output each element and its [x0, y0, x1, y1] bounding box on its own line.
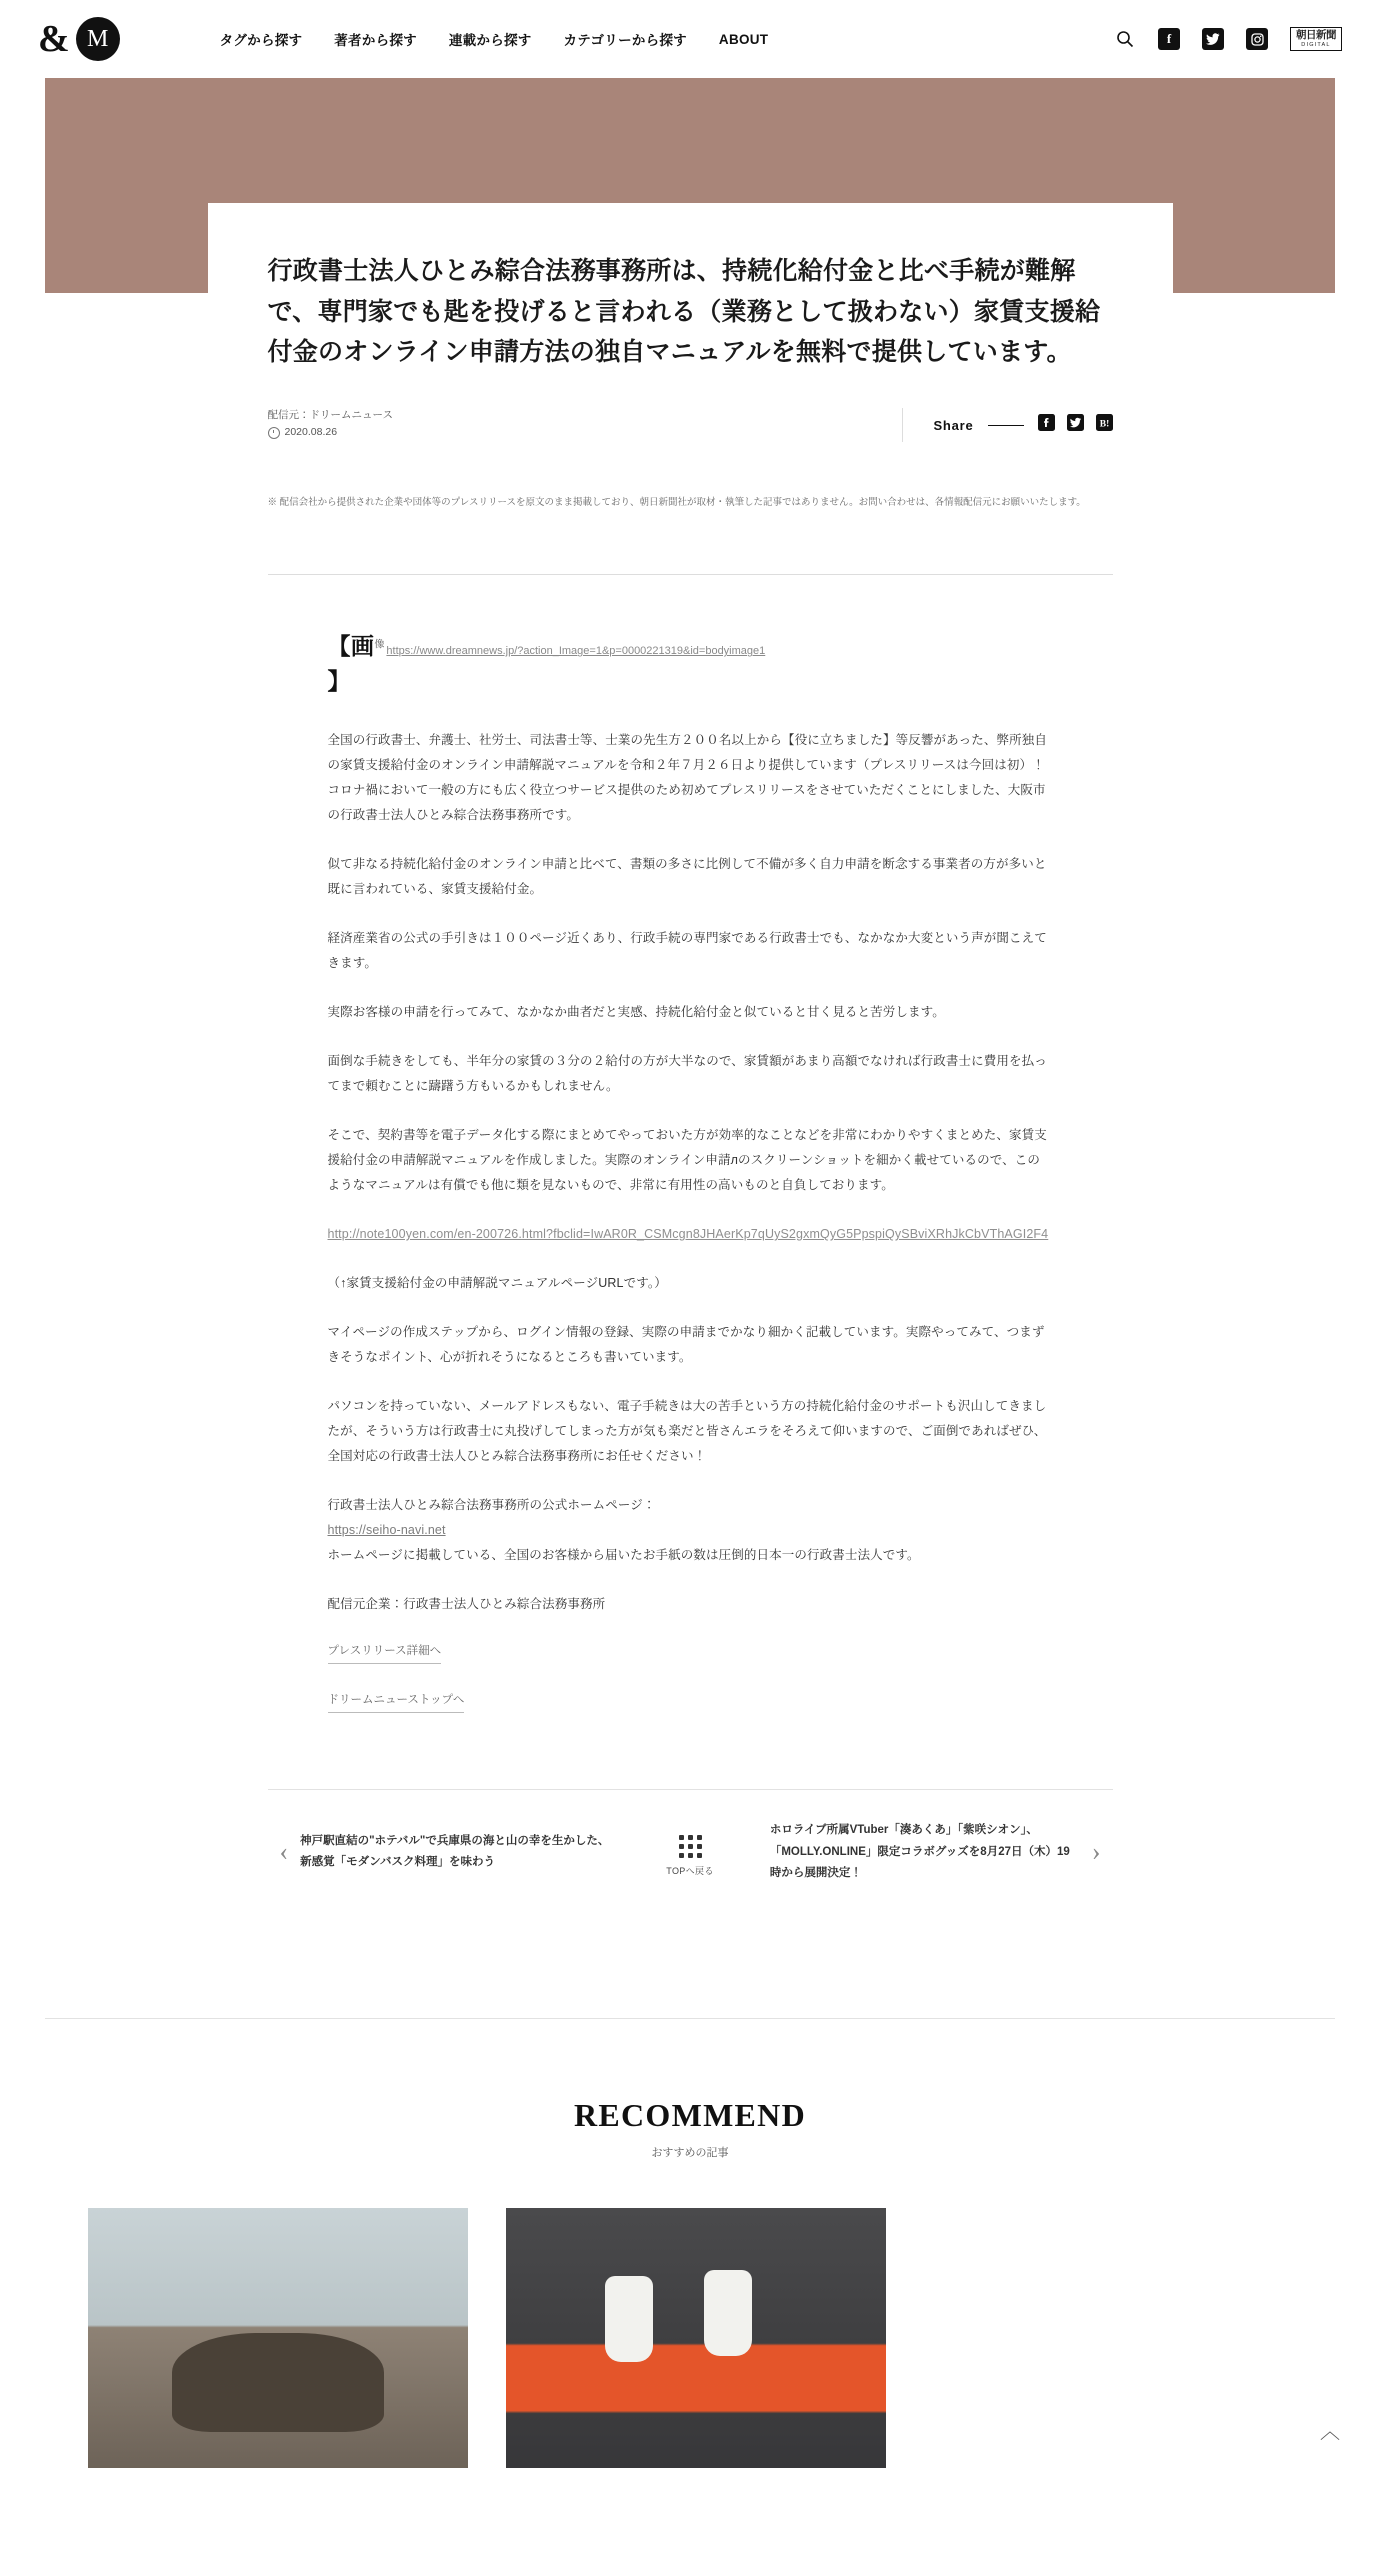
- body-paragraph-5: 面倒な手続きをしても、半年分の家賃の３分の２給付の方が大半なので、家賃額があまり高額でなければ行政書士に費用を払ってまで頼むことに躊躇う方もいるかもしれません。: [327, 1054, 1047, 1094]
- share-label: Share: [933, 417, 974, 433]
- share-icons: [1038, 414, 1113, 436]
- share-rule: [988, 425, 1024, 426]
- body-paragraph-7: （↑家賃支援給付金の申請解説マニュアルページURLです。）: [327, 1276, 667, 1291]
- share-hatena-icon[interactable]: [1096, 414, 1113, 436]
- back-to-top-button[interactable]: [610, 1827, 770, 1877]
- body-paragraph-2: 似て非なる持続化給付金のオンライン申請と比べて、書類の多さに比例して不備が多く自力申請を断念する事業者の方が多いと既に言われている、家賃支援給付金。: [327, 857, 1047, 897]
- facebook-icon[interactable]: f: [1158, 28, 1180, 50]
- official-site-link[interactable]: https://seiho-navi.net: [327, 1523, 446, 1538]
- page-title: 行政書士法人ひとみ綜合法務事務所は、持続化給付金と比べ手続が難解で、専門家でも匙を投げると言われる（業務として扱わない）家賃支援給付金のオンライン申請方法の独自マニュアルを無料で提供しています。: [267, 257, 1101, 366]
- body-paragraph-9: パソコンを持っていない、メールアドレスもない、電子手続きは大の苦手という方の持続化給付金のサポートも沢山してきましたが、そういう方は行政書士に丸投げしてしまった方が気も楽だと皆さんエラをそろえて仰いますので、ご面倒であればぜひ、全国対応の行政書士法人ひとみ綜合法務事務所にお任せください！: [327, 1399, 1047, 1464]
- manual-url-link[interactable]: http://note100yen.com/en-200726.html?fbclid=IwAR0R_CSMcgn8JHAerKp7qUyS2gxmQyG5PpspiQySBviXRhJkCbVThAGI2F4: [327, 1227, 1049, 1242]
- recommend-section: [0, 2019, 1380, 2468]
- grid-dots-icon: [679, 1835, 702, 1858]
- asahi-logo-en: DIGITAL: [1301, 41, 1331, 48]
- share-twitter-icon[interactable]: [1067, 414, 1084, 436]
- asahi-logo-jp: 朝日新聞: [1296, 30, 1336, 41]
- prev-arrow-icon[interactable]: ‹: [279, 1837, 289, 1867]
- dreamnews-link-wrap: [328, 1690, 1053, 1739]
- body-paragraph-4: 実際お客様の申請を行ってみて、なかなか曲者だと実感、持続化給付金と似ていると甘く見ると苦労します。: [327, 1005, 945, 1020]
- official-site-block: [328, 1493, 1053, 1568]
- nav-item-about[interactable]: ABOUT: [718, 31, 769, 47]
- image-bracket-close: 】: [327, 667, 351, 694]
- clock-icon: [268, 427, 280, 439]
- press-release-detail-link[interactable]: プレスリリース詳細へ: [328, 1642, 442, 1664]
- body-paragraph-6: そこで、契約書等を電子データ化する際にまとめてやっておいた方が効率的なことなどを非常にわかりやすくまとめた、家賃支援給付金の申請解説マニュアルを作成しました。実際のオンライン申請лのスクリーンショットを細かく載せているので、このようなマニュアルは有償でも他に類を見ないもので、非常に有用性の高いものと自負しております。: [327, 1128, 1047, 1193]
- article-pager: [268, 1790, 1113, 1918]
- svg-text:B!: B!: [1099, 419, 1109, 430]
- pager-prev-item[interactable]: 神戸駅直結の"ホテバル"で兵庫県の海と山の幸を生かした、新感覚「モダンバスク料理」を味わう: [300, 1834, 610, 1869]
- body-paragraph-8: マイページの作成ステップから、ログイン情報の登録、実際の申請までかなり細かく記載しています。実際やってみて、つまずきそうなポイント、心が折れそうになるところも書いています。: [327, 1325, 1045, 1365]
- body-paragraph-3: 経済産業省の公式の手引きは１００ページ近くあり、行政手続の専門家である行政書士でも、なかなか大変という声が聞こえてきます。: [327, 931, 1047, 971]
- pager-next-item[interactable]: ホロライブ所属VTuber「湊あくあ」「紫咲シオン」、「MOLLY.ONLINE」限定コラボグッズを8月27日（木）19時から展開決定！: [769, 1824, 1070, 1879]
- manual-url-paragraph: [328, 1222, 1053, 1247]
- white-sneakers-photo: [506, 2208, 886, 2468]
- official-site-label: 行政書士法人ひとみ綜合法務事務所の公式ホームページ：: [327, 1498, 656, 1513]
- recommend-subtitle: おすすめの記事: [651, 2147, 729, 2160]
- recommend-title: RECOMMEND: [574, 2097, 806, 2134]
- share-bar: [902, 408, 1112, 442]
- twitter-icon[interactable]: [1202, 28, 1224, 50]
- image-url-link[interactable]: https://www.dreamnews.jp/?action_Image=1&p=0000221319&id=bodyimage1: [386, 645, 766, 658]
- image-reference-block: [328, 629, 1053, 698]
- next-arrow-icon[interactable]: ›: [1091, 1837, 1101, 1867]
- share-divider: [902, 408, 903, 442]
- official-site-note: ホームページに掲載している、全国のお客様から届いたお手紙の数は圧倒的日本一の行政書士法人です。: [327, 1548, 920, 1563]
- article-meta-left: [268, 407, 393, 443]
- nav-item-series[interactable]: 連載から探す: [448, 33, 532, 48]
- recommend-card[interactable]: [88, 2208, 468, 2468]
- article-date-row: [268, 424, 393, 442]
- article-disclaimer: ※ 配信会社から提供された企業や団体等のプレスリリースを原文のまま掲載しており、朝日新聞社が取材・執筆した記事ではありません。お問い合わせは、各情報配信元にお願いいたします。: [267, 497, 1086, 509]
- dreamnews-top-link[interactable]: ドリームニューストップへ: [328, 1691, 465, 1713]
- share-facebook-icon[interactable]: [1038, 414, 1055, 436]
- site-logo[interactable]: [38, 17, 120, 61]
- instagram-icon[interactable]: [1246, 28, 1268, 50]
- asahi-shimbun-digital-logo[interactable]: [1290, 27, 1342, 51]
- article-source: 配信元：ドリームニュース: [267, 408, 393, 421]
- body-paragraph-1: 全国の行政書士、弁護士、社労士、司法書士等、士業の先生方２００名以上から【役に立ちました】等反響があった、弊所独自の家賃支援給付金のオンライン申請解説マニュアルを令和２年７月２６日より提供しています（プレスリリースは今回は初）！コロナ禍において一般の方にも広く役立つサービス提供のため初めてプレスリリースをさせていただくことにしました、大阪市の行政書士法人ひとみ綜合法務事務所です。: [327, 733, 1048, 823]
- article-date: 2020.08.26: [284, 426, 338, 439]
- recommend-card-list: [0, 2160, 1380, 2468]
- search-icon[interactable]: [1114, 28, 1136, 50]
- nav-item-tags[interactable]: タグから探す: [219, 33, 303, 48]
- site-header: [0, 0, 1380, 78]
- hiking-shoes-photo: [88, 2208, 468, 2468]
- press-release-link-wrap: [328, 1641, 1053, 1690]
- nav-item-authors[interactable]: 著者から探す: [334, 33, 417, 48]
- article-card: [208, 203, 1173, 456]
- image-sup-label: 像: [374, 639, 385, 651]
- m-circle-logo-icon: M: [76, 17, 120, 61]
- ampersand-logo-icon: &: [38, 18, 70, 60]
- scroll-to-top-icon[interactable]: ︿: [1320, 2421, 1340, 2444]
- recommend-card[interactable]: [506, 2208, 886, 2468]
- header-actions: [1114, 27, 1342, 51]
- back-to-top-label: TOPへ戻る: [666, 1866, 714, 1877]
- main-navigation: [220, 29, 769, 49]
- image-bracket-open: 【画: [327, 633, 375, 660]
- article-body: [208, 575, 1173, 1739]
- nav-item-categories[interactable]: カテゴリーから探す: [563, 33, 687, 48]
- article-meta: [268, 407, 1113, 457]
- distributor-line: 配信元企業：行政書士法人ひとみ綜合法務事務所: [327, 1597, 606, 1612]
